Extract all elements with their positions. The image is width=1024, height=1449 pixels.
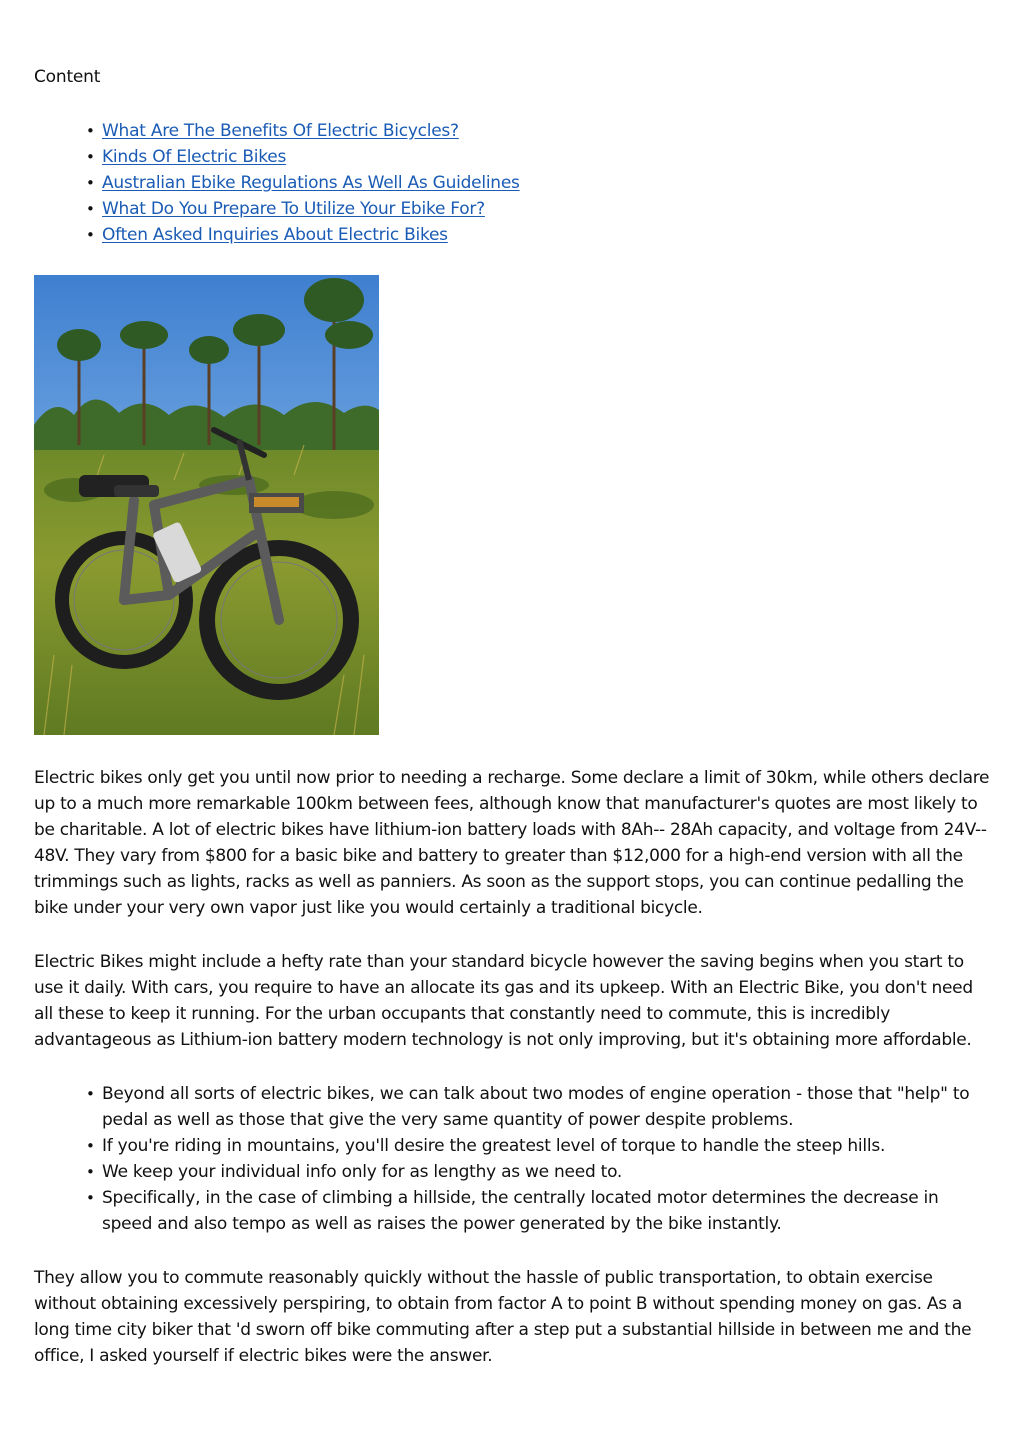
bullet-item: • We keep your individual info only for as lengthy as we need to. bbox=[86, 1159, 991, 1185]
electric-bike-photo bbox=[34, 275, 379, 735]
toc-item bbox=[86, 118, 966, 144]
toc-item bbox=[86, 144, 966, 170]
toc-item bbox=[86, 170, 966, 196]
paragraph-range-and-cost: Electric bikes only get you until now prior to needing a recharge. Some declare a limit of 30km, while others declare up to a much more remarkable 100km between fees, although know that manufacturer's quotes are most likely to be charitable. A lot of electric bikes have lithium-ion battery loads with 8Ah-- 28Ah capacity, and voltage from 24V-- 48V. They vary from $800 for a basic bike and battery to greater than $12,000 for a high-end version with all the trimmings such as lights, racks as well as panniers. As soon as the support stops, you can continue pedalling the bike under your very own vapor just like you would certainly a traditional bicycle. bbox=[34, 768, 990, 918]
toc-link-usage[interactable]: What Do You Prepare To Utilize Your Ebike For? bbox=[102, 199, 485, 219]
toc-link-regulations[interactable]: Australian Ebike Regulations As Well As Guidelines bbox=[102, 173, 520, 193]
bullet-item: • Specifically, in the case of climbing a hillside, the centrally located motor determines the decrease in speed and also tempo as well as raises the power generated by the bike instantly. bbox=[86, 1185, 991, 1237]
bullet-list bbox=[86, 1081, 991, 1237]
toc-item bbox=[86, 222, 966, 248]
paragraph-commuting: They allow you to commute reasonably quickly without the hassle of public transportation, to obtain exercise without obtaining excessively perspiring, to obtain from factor A to point B without spending money on gas. As a long time city biker that 'd sworn off bike commuting after a step put a substantial hillside in between me and the office, I asked yourself if electric bikes were the answer. bbox=[34, 1268, 972, 1366]
paragraph-savings: Electric Bikes might include a hefty rate than your standard bicycle however the saving begins when you start to use it daily. With cars, you require to have an allocate its gas and its upkeep. With an Electric Bike, you don't need all these to keep it running. For the urban occupants that constantly need to commute, this is incredibly advantageous as Lithium-ion battery modern technology is not only improving, but it's obtaining more affordable. bbox=[34, 952, 973, 1050]
bullet-item: • If you're riding in mountains, you'll desire the greatest level of torque to handle the steep hills. bbox=[86, 1133, 991, 1159]
table-of-contents bbox=[86, 118, 966, 248]
content-heading: Content bbox=[34, 67, 101, 87]
bullet-item: • Beyond all sorts of electric bikes, we can talk about two modes of engine operation - those that "help" to pedal as well as those that give the very same quantity of power despite problems. bbox=[86, 1081, 991, 1133]
toc-item bbox=[86, 196, 966, 222]
toc-link-faq[interactable]: Often Asked Inquiries About Electric Bikes bbox=[102, 225, 448, 245]
toc-link-kinds[interactable]: Kinds Of Electric Bikes bbox=[102, 147, 287, 167]
toc-link-benefits[interactable]: What Are The Benefits Of Electric Bicycles? bbox=[102, 121, 459, 141]
